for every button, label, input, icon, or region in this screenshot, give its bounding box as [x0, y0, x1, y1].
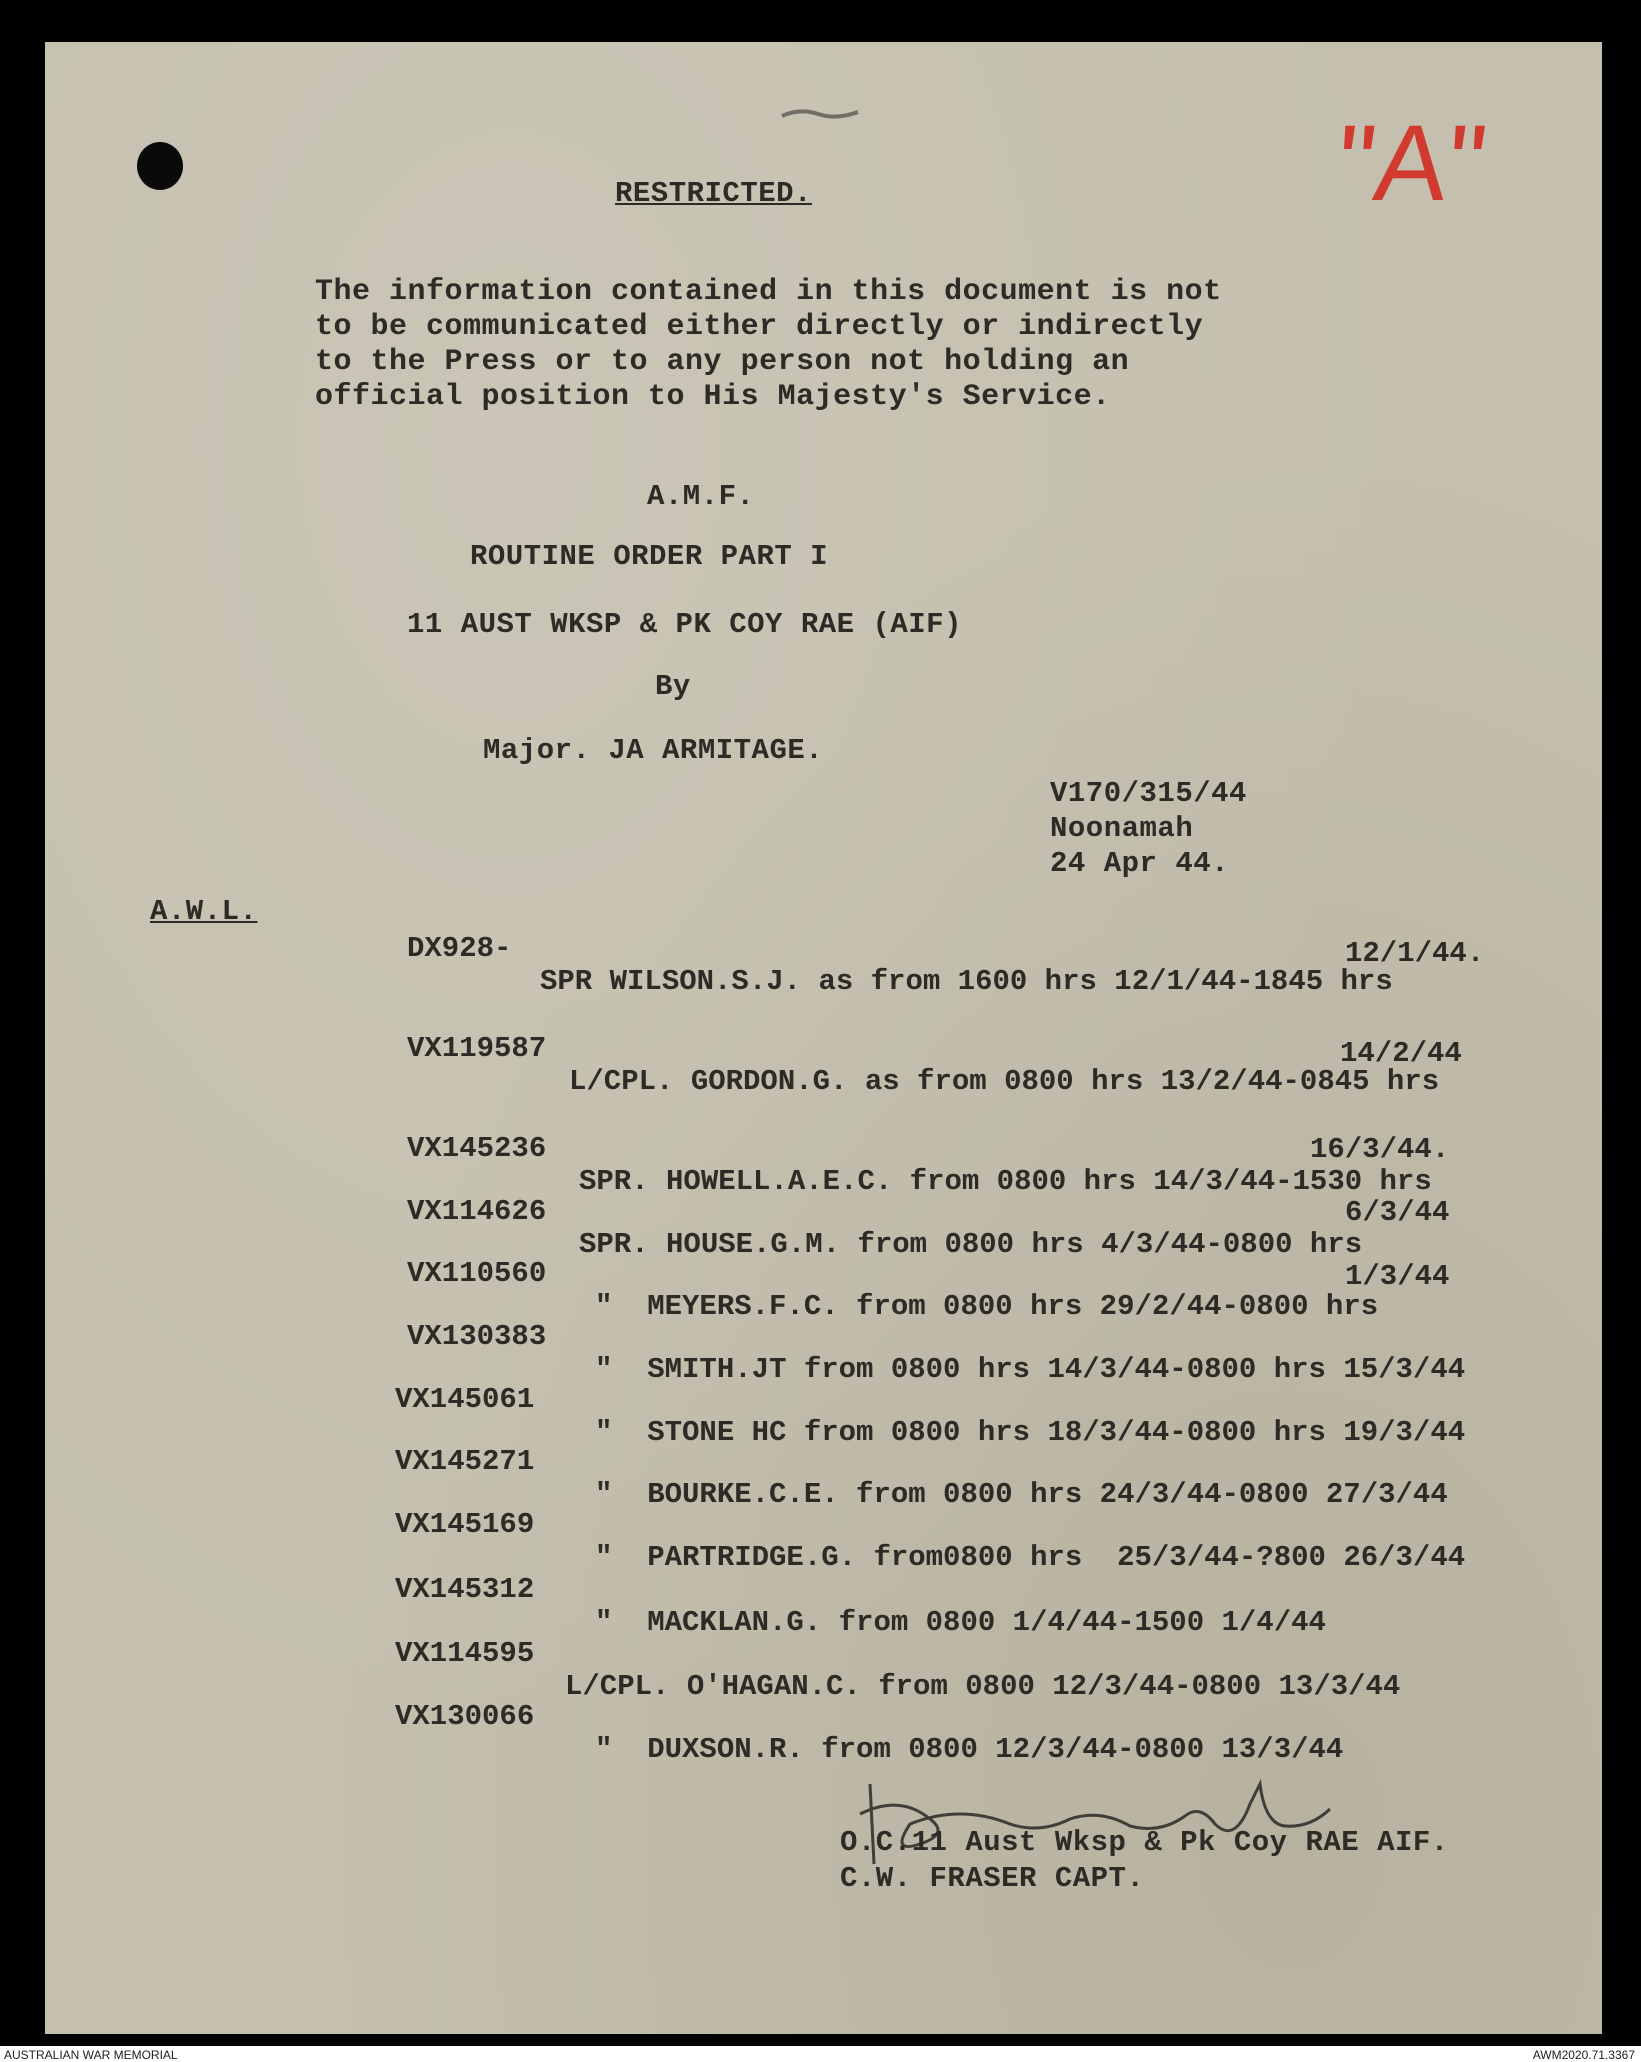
service-number: VX110560: [407, 1257, 547, 1290]
archive-reference: AWM2020.71.3367: [1532, 2048, 1635, 2062]
entry-text: " MACKLAN.G. from 0800 1/4/44-1500 1/4/44: [595, 1606, 1326, 1639]
entry-text: " SMITH.JT from 0800 hrs 14/3/44-0800 hrs 15/3/44: [595, 1353, 1466, 1386]
unit-heading: 11 AUST WKSP & PK COY RAE (AIF): [407, 608, 962, 641]
reference-place: Noonamah: [1050, 812, 1194, 845]
service-number: VX114595: [395, 1637, 535, 1670]
notice-line-4: official position to His Majesty's Service.: [315, 380, 1111, 414]
order-heading: ROUTINE ORDER PART I: [470, 540, 829, 573]
service-number: DX928-: [407, 932, 512, 965]
archive-credit: AUSTRALIAN WAR MEMORIAL: [4, 2048, 178, 2062]
signature-line-2: C.W. FRASER CAPT.: [840, 1862, 1145, 1895]
document-page: [45, 42, 1602, 2034]
org-heading: A.M.F.: [647, 480, 755, 513]
service-number: VX145061: [395, 1383, 535, 1416]
service-number: VX145312: [395, 1573, 535, 1606]
punch-hole: [137, 142, 183, 190]
entry-text: " MEYERS.F.C. from 0800 hrs 29/2/44-0800 hrs: [595, 1290, 1379, 1323]
service-number: VX119587: [407, 1032, 547, 1065]
signature-line-1: O.C.11 Aust Wksp & Pk Coy RAE AIF.: [840, 1826, 1449, 1859]
entry-continuation: 12/1/44.: [1345, 937, 1485, 970]
entry-continuation: 16/3/44.: [1310, 1133, 1450, 1166]
entry-text: " STONE HC from 0800 hrs 18/3/44-0800 hrs 19/3/44: [595, 1416, 1466, 1449]
notice-line-1: The information contained in this document is not: [315, 275, 1222, 309]
entry-text: " BOURKE.C.E. from 0800 hrs 24/3/44-0800 27/3/44: [595, 1478, 1448, 1511]
service-number: VX145271: [395, 1445, 535, 1478]
entry-continuation: 14/2/44: [1340, 1037, 1462, 1070]
notice-line-2: to be communicated either directly or indirectly: [315, 310, 1204, 344]
red-letter-mark: "A": [1330, 102, 1493, 223]
service-number: VX130066: [395, 1700, 535, 1733]
notice-line-3: to the Press or to any person not holding an: [315, 345, 1130, 379]
entry-text: SPR WILSON.S.J. as from 1600 hrs 12/1/44-1845 hrs: [540, 965, 1393, 998]
file-reference: V170/315/44: [1050, 777, 1247, 810]
commander-name: Major. JA ARMITAGE.: [483, 734, 824, 767]
service-number: VX145169: [395, 1508, 535, 1541]
classification-heading: RESTRICTED.: [615, 177, 812, 210]
entry-continuation: 1/3/44: [1345, 1260, 1450, 1293]
service-number: VX130383: [407, 1320, 547, 1353]
entry-text: L/CPL. O'HAGAN.C. from 0800 12/3/44-0800 13/3/44: [565, 1670, 1401, 1703]
entry-text: L/CPL. GORDON.G. as from 0800 hrs 13/2/44-0845 hrs: [569, 1065, 1440, 1098]
service-number: VX145236: [407, 1132, 547, 1165]
awl-section-heading: A.W.L.: [150, 895, 258, 928]
entry-text: " DUXSON.R. from 0800 12/3/44-0800 13/3/44: [595, 1733, 1344, 1766]
entry-text: SPR. HOUSE.G.M. from 0800 hrs 4/3/44-0800 hrs: [579, 1228, 1363, 1261]
entry-text: " PARTRIDGE.G. from0800 hrs 25/3/44-?800 26/3/44: [595, 1541, 1466, 1574]
entry-text: SPR. HOWELL.A.E.C. from 0800 hrs 14/3/44-1530 hrs: [579, 1165, 1432, 1198]
ink-smudge: [780, 104, 860, 124]
entry-continuation: 6/3/44: [1345, 1196, 1450, 1229]
by-label: By: [655, 670, 691, 703]
service-number: VX114626: [407, 1195, 547, 1228]
reference-date: 24 Apr 44.: [1050, 847, 1230, 880]
